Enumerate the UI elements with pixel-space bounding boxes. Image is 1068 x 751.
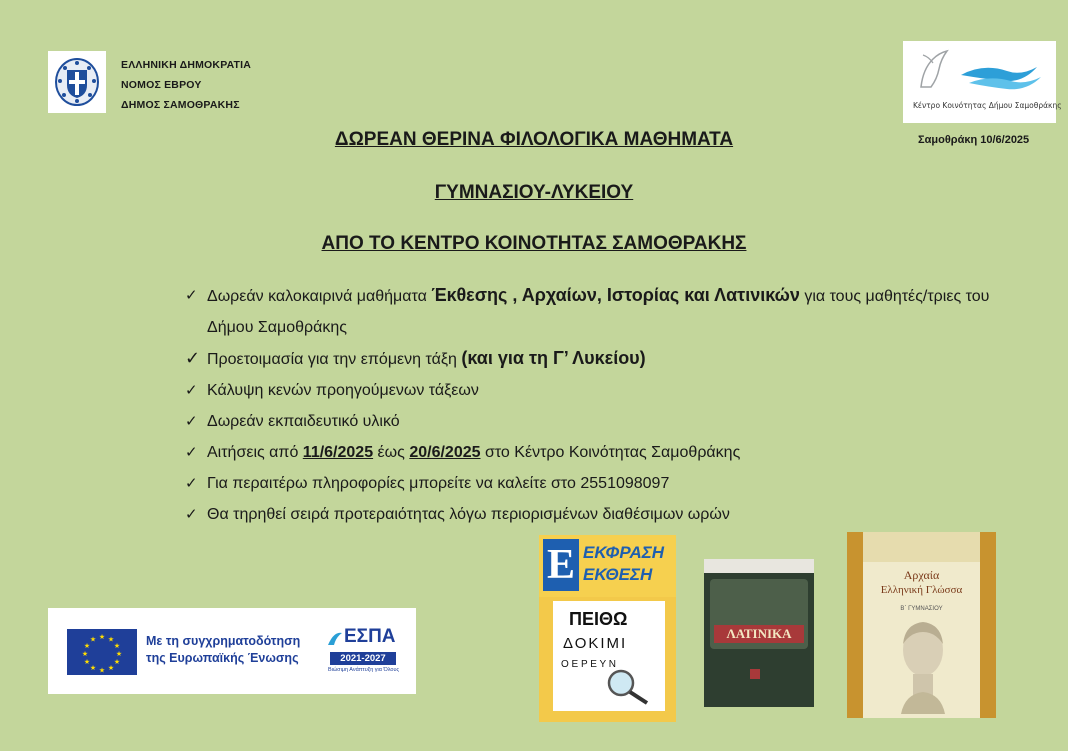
checkmark-icon: ✓ <box>185 381 198 399</box>
bullet-applications-text: Αιτήσεις από <box>207 444 303 461</box>
checkmark-icon: ✓ <box>185 348 201 369</box>
bullet-courses <box>185 280 1015 343</box>
svg-text:★: ★ <box>107 664 115 672</box>
gov-line-municipality: ΔΗΜΟΣ ΣΑΜΟΘΡΑΚΗΣ <box>121 99 240 111</box>
magnifying-glass-icon <box>603 667 653 707</box>
checkmark-icon: ✓ <box>185 443 198 461</box>
checkmark-icon: ✓ <box>185 286 198 304</box>
book1-line-2: ΔΟΚΙΜΙ <box>563 635 628 652</box>
bullet-contact-text: Για περαιτέρω πληροφορίες μπορείτε να καλείτε στο 2551098097 <box>207 475 670 492</box>
svg-text:★: ★ <box>81 650 89 658</box>
community-centre-logo <box>903 41 1062 123</box>
book1-title-2: ΕΚΘΕΣΗ <box>583 565 653 584</box>
book3-title-2: Ελληνική Γλώσσα <box>880 584 963 596</box>
gov-line-republic: ΕΛΛΗΝΙΚΗ ΔΗΜΟΚΡΑΤΙΑ <box>121 59 252 71</box>
svg-text:★: ★ <box>115 650 123 658</box>
espa-line-2: της Ευρωπαϊκής Ένωσης <box>146 651 299 665</box>
bullet-applications-location: στο Κέντρο Κοινότητας Σαμοθράκης <box>480 444 741 461</box>
svg-text:★: ★ <box>89 635 97 644</box>
community-centre-logo-text: Κέντρο Κοινότητας Δήμου Σαμοθράκης <box>913 101 1062 110</box>
title-line-3: ΑΠΟ ΤΟ ΚΕΝΤΡΟ ΚΟΙΝΟΤΗΤΑΣ ΣΑΜΟΘΡΑΚΗΣ <box>321 233 747 254</box>
coat-of-arms-icon <box>53 57 101 107</box>
espa-line-1: Με τη συγχρηματοδότηση <box>146 634 301 648</box>
bullet-material-text: Δωρεάν εκπαιδευτικό υλικό <box>207 413 400 430</box>
espa-cofunding-banner <box>48 608 416 694</box>
svg-text:★: ★ <box>98 666 106 675</box>
title-line-1: ΔΩΡΕΑΝ ΘΕΡΙΝΑ ΦΙΛΟΛΟΓΙΚΑ ΜΑΘΗΜΑΤΑ <box>334 129 734 150</box>
book3-grade: Β΄ ΓΥΜΝΑΣΙΟΥ <box>900 606 943 612</box>
bullet-gaps-text: Κάλυψη κενών προηγούμενων τάξεων <box>207 382 479 399</box>
ancient-statue-head-icon <box>895 618 951 714</box>
bullet-contact <box>185 468 1015 499</box>
svg-text:★: ★ <box>107 635 115 644</box>
eu-flag-icon <box>67 629 137 675</box>
gov-line-prefecture: ΝΟΜΟΣ ΕΒΡΟΥ <box>121 79 202 91</box>
bullet-courses-text: Δωρεάν καλοκαιρινά μαθήματα <box>207 288 432 305</box>
espa-logo-years: 2021-2027 <box>330 652 396 665</box>
book1-line-3: Ο Ε Ρ Ε Υ Ν <box>561 659 617 670</box>
bullet-courses-audience: για τους μαθητές/τριες του Δήμου Σαμοθράκης <box>207 288 990 336</box>
checkmark-icon: ✓ <box>185 412 198 430</box>
bullet-material <box>185 406 1015 437</box>
bullet-priority <box>185 499 1015 530</box>
espa-swoosh-icon <box>326 629 344 649</box>
bullet-applications <box>185 437 1015 468</box>
svg-text:★: ★ <box>98 633 106 641</box>
book3-title-1: Αρχαία <box>903 568 940 582</box>
bullet-preparation-text: Προετοιμασία για την επόμενη τάξη <box>207 351 462 368</box>
application-start-date: 11/6/2025 <box>302 444 374 461</box>
svg-text:★: ★ <box>113 658 121 666</box>
application-end-date: 20/6/2025 <box>409 444 481 461</box>
bullet-priority-text: Θα τηρηθεί σειρά προτεραιότητας λόγω περιορισμένων διαθέσιμων ωρών <box>207 506 730 523</box>
greek-republic-emblem <box>48 51 106 113</box>
title-line-2: ΓΥΜΝΑΣΙΟΥ-ΛΥΚΕΙΟΥ <box>434 182 634 203</box>
checkmark-icon: ✓ <box>185 474 198 492</box>
bullet-gaps <box>185 375 1015 406</box>
bird-wave-logo-icon <box>903 41 1056 101</box>
svg-text:★: ★ <box>113 642 121 650</box>
espa-logo-word: ΕΣΠΑ <box>344 626 396 647</box>
espa-logo <box>326 626 400 676</box>
checkmark-icon: ✓ <box>185 505 198 523</box>
bullet-list <box>185 280 1015 530</box>
svg-text:★: ★ <box>83 658 91 666</box>
bullet-preparation <box>185 343 1015 375</box>
book1-letter-icon: E <box>543 539 579 591</box>
bullet-applications-connector: έως <box>373 444 410 461</box>
book2-title: ΛΑΤΙΝΙΚΑ <box>714 625 804 643</box>
government-header <box>121 55 251 115</box>
svg-text:★: ★ <box>83 642 91 650</box>
bullet-courses-subjects: Έκθεσης , Αρχαίων, Ιστορίας και Λατινικών <box>431 285 800 305</box>
book-cover-latinika <box>704 559 814 707</box>
book1-title-1: ΕΚΦΡΑΣΗ <box>583 543 665 562</box>
espa-logo-tagline: Βιώσιμη Ανάπτυξη για Όλους <box>328 667 400 673</box>
document-date: Σαμοθράκη 10/6/2025 <box>918 134 1030 146</box>
book-cover-archaia <box>847 532 996 718</box>
svg-text:★: ★ <box>89 664 97 672</box>
bullet-preparation-emphasis: (και για τη Γ’ Λυκείου) <box>461 348 646 368</box>
book-cover-ekfrasi-ekthesi <box>539 535 676 722</box>
book1-word: ΠΕΙΘΩ <box>569 609 628 629</box>
